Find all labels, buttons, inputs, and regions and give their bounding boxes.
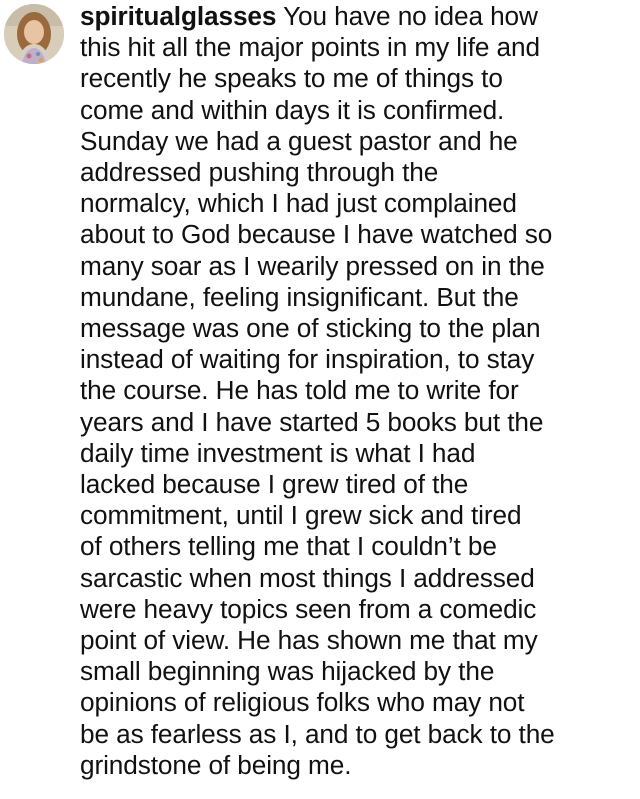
- comment-body: [80, 1, 636, 781]
- avatar[interactable]: [4, 4, 64, 64]
- comment-text: You have no idea how this hit all the major points in my life and recently he speaks to me of things to come and within days it is confirmed. Sunday we had a guest pastor and he addressed pushing through the normalcy, which I had just complained about to God because I have watched so many soar as I wearily pressed on in the mundane, feeling insignificant. But the message was one of sticking to the plan instead of waiting for inspiration, to stay the course. He has told me to write for years and I have started 5 books but the daily time investment is what I had lacked because I grew tired of the commitment, until I grew sick and tired of others telling me that I couldn’t be sarcastic when most things I addressed were heavy topics seen from a comedic point of view. He has shown me that my small beginning was hijacked by the opinions of religious folks who may not be as fearless as I, and to get back to the grindstone of being me.: [80, 1, 555, 780]
- username-link[interactable]: spiritualglasses: [80, 1, 277, 31]
- profile-photo-avatar-icon: [4, 4, 64, 64]
